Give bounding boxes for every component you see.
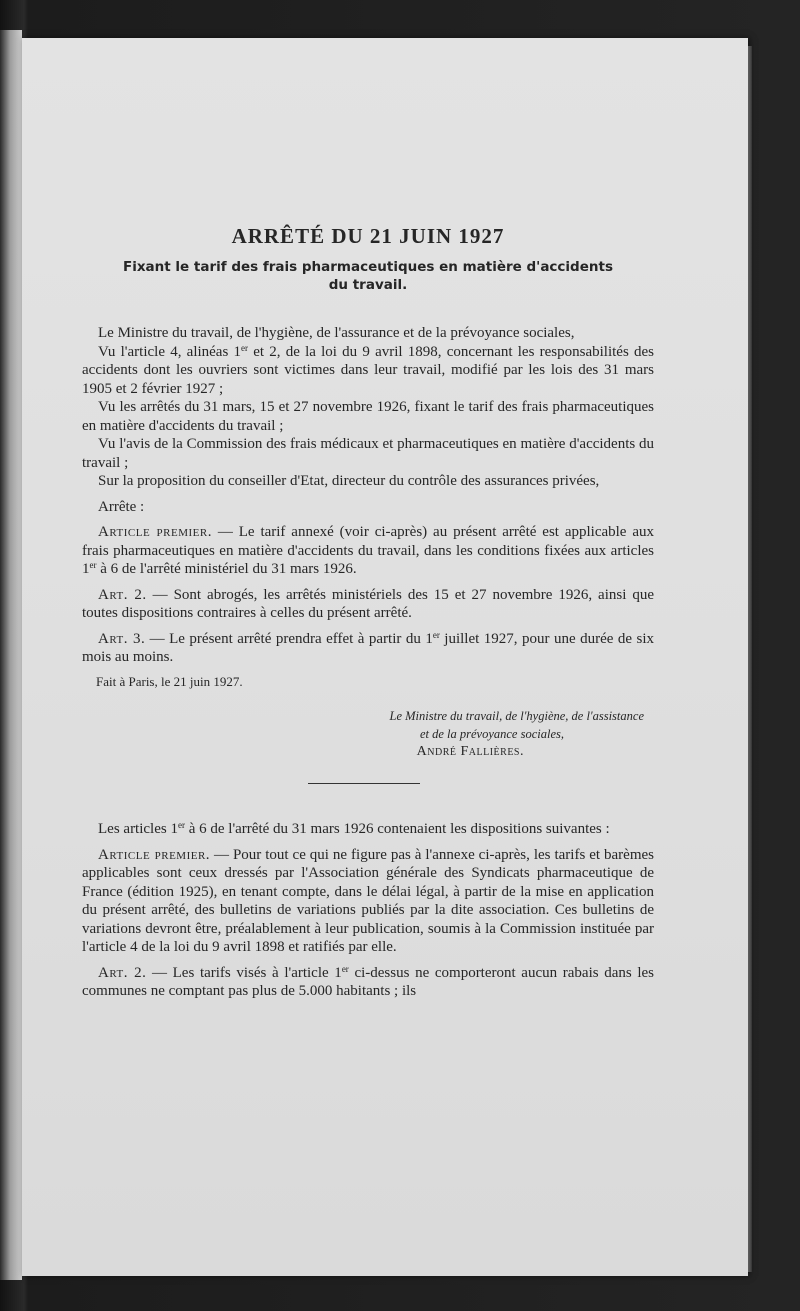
article-1-heading: Article premier.	[98, 524, 212, 540]
article-3-heading: Art. 3.	[98, 630, 146, 647]
article-1: Article premier. — Le tarif annexé (voir ci-après) au présent arrêté est applicable aux frais pharmaceutiques en matière d'accidents du travail, dans les conditions fixées aux articles 1er à 6 de l'arrêté ministériel du 31 mars 1926.	[82, 524, 654, 577]
article-2: Art. 2. — Sont abrogés, les arrêtés ministériels des 15 et 27 novembre 1926, ainsi que toutes dispositions contraires à celles du présent arrêté.	[82, 586, 654, 621]
signature-block	[82, 707, 654, 761]
section2-article-2: Art. 2. — Les tarifs visés à l'article 1er ci-dessus ne comporteront aucun rabais dans les communes ne comptant pas plus de 5.000 habitants ; ils	[82, 963, 655, 999]
section2-article-1-heading: Article premier.	[98, 846, 211, 863]
section2-article-2-heading: Art. 2.	[98, 964, 147, 981]
left-page-edge	[0, 30, 22, 1280]
section-divider	[308, 783, 420, 784]
article-3: Art. 3. — Le présent arrêté prendra effet à partir du 1er juillet 1927, pour une durée de six mois au moins.	[82, 629, 654, 665]
subtitle-line-2: du travail.	[328, 277, 408, 293]
page-content	[82, 224, 654, 1001]
article-2-heading: Art. 2.	[98, 586, 147, 603]
section2-article-1: Article premier. — Pour tout ce qui ne figure pas à l'annexe ci-après, les tarifs et barèmes applicables sont ceux dressés par l'Association générale des Syndicats pharmaceutique de France (édition 1925), en tenant compte, dans le délai légal, à partir de la mise en application du présent arrêté, des bulletins de variations publiés par la dite association. Ces bulletins de variations devront être, préalablement à leur publication, soumis à la Commission instituée par l'article 4 de la loi du 9 avril 1898 et ratifiés par elle.	[82, 846, 654, 955]
preamble-vu-article-4: Vu l'article 4, alinéas 1er et 2, de la loi du 9 avril 1898, concernant les responsabilités des accidents dont les ouvriers sont victimes dans leur travail, modifié par les lois des 31 mars 1905 et 2 février 1927 ;	[82, 342, 654, 397]
preamble-vu-avis: Vu l'avis de la Commission des frais médicaux et pharmaceutiques en matière d'accidents du travail ;	[82, 436, 654, 471]
preamble-arrete: Arrête :	[98, 498, 145, 515]
signature-line-2: et de la prévoyance sociales,	[419, 727, 564, 741]
document-subtitle	[82, 258, 654, 294]
subtitle-line-1: Fixant le tarif des frais pharmaceutiques en matière d'accidents	[123, 259, 613, 275]
signature-line-1: Le Ministre du travail, de l'hygiène, de l'assistance	[389, 709, 644, 723]
preamble-minister: Le Ministre du travail, de l'hygiène, de l'assurance et de la prévoyance sociales,	[98, 325, 575, 341]
document-page	[22, 38, 748, 1276]
section2-intro: Les articles 1er à 6 de l'arrêté du 31 mars 1926 contenaient les dispositions suivantes :	[98, 820, 610, 837]
signature-name: André Fallières.	[416, 744, 524, 759]
document-title: ARRÊTÉ DU 21 JUIN 1927	[231, 224, 505, 248]
fait-a-paris: Fait à Paris, le 21 juin 1927.	[96, 673, 243, 689]
preamble-vu-arretes: Vu les arrêtés du 31 mars, 15 et 27 novembre 1926, fixant le tarif des frais pharmaceutiques en matière d'accidents du travail ;	[82, 399, 654, 434]
preamble-proposition: Sur la proposition du conseiller d'Etat, directeur du contrôle des assurances privées,	[98, 473, 600, 489]
